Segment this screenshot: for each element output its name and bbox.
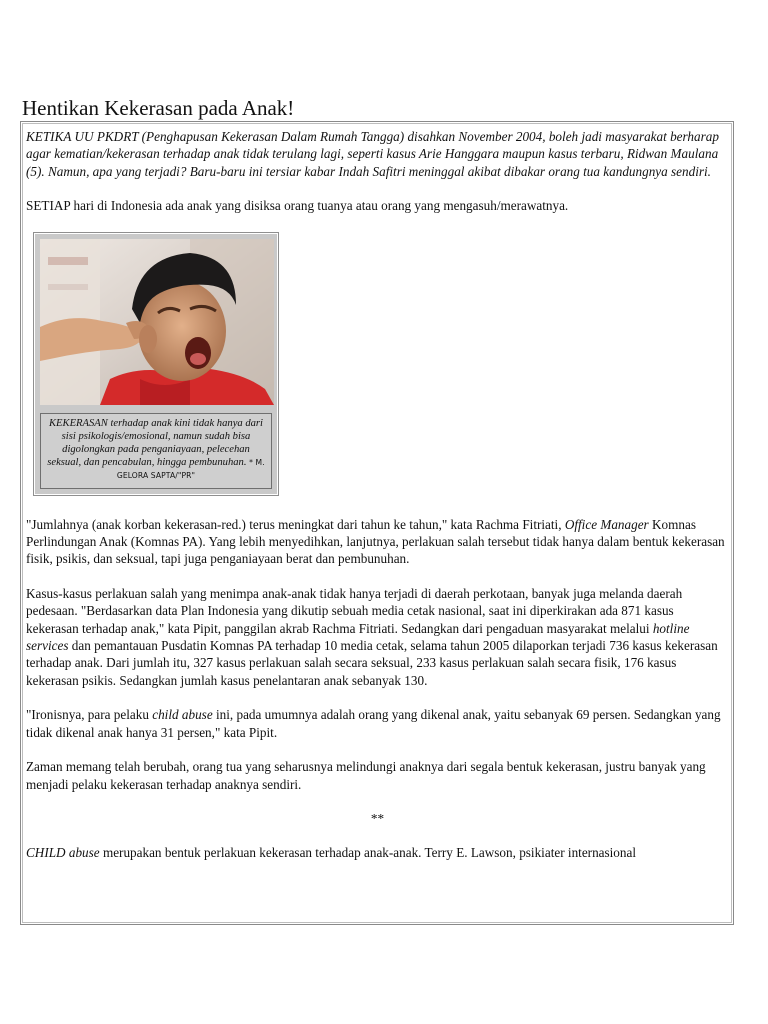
article-frame (20, 121, 734, 925)
article-paragraph-2 (26, 516, 729, 568)
paragraph-6-text-b: merupakan bentuk perlakuan kekerasan terhadap anak-anak. Terry E. Lawson, psikiater internasional (99, 845, 637, 861)
paragraph-3-text-a: Kasus-kasus perlakuan salah yang menimpa anak-anak tidak hanya terjadi di daerah perkotaan, banyak juga melanda daerah pedesaan. "Berdasarkan data Plan Indonesia yang dikutip sebuah media cetak nasional, saat ini diperkirakan ada 871 kasus kekerasan terhadap anak," kata Pipit, panggilan akrab Rachma Fitriati. Sedangkan dari pengaduan masyarakat melalui (26, 585, 683, 636)
child-abuse-italic: child abuse (152, 707, 213, 723)
photo-caption (40, 413, 272, 489)
section-separator: ** (370, 810, 385, 826)
crying-child-photo (40, 239, 274, 405)
photo-caption-text: KEKERASAN terhadap anak kini tidak hanya dari sisi psikologis/emosional, namun sudah bisa digolongkan pada penganiayaan, pelecehan seksual, dan pencabulan, hingga pembunuhan. (47, 417, 263, 469)
article-paragraph-6 (26, 844, 729, 861)
article-paragraph-5: Zaman memang telah berubah, orang tua yang seharusnya melindungi anaknya dari segala bentuk kekerasan, justru banyak yang menjadi pelaku kekerasan terhadap anaknya sendiri. (26, 759, 706, 792)
office-manager-italic: Office Manager (564, 516, 649, 532)
news-photo-frame (35, 234, 277, 494)
paragraph-4-text-a: "Ironisnya, para pelaku (26, 707, 153, 723)
news-photo-figure (33, 232, 279, 496)
article-paragraph-3 (26, 585, 729, 689)
article-title: Hentikan Kekerasan pada Anak! (22, 96, 295, 120)
article-paragraph-4 (26, 706, 729, 741)
paragraph-2-text-c: Komnas Perlindungan Anak (Komnas PA). Yang lebih menyedihkan, lanjutnya, perlakuan salah tersebut tidak hanya dalam bentuk kekerasan fisik, psikis, dan seksual, tapi juga penganiayaan berat dan pembunuhan. (26, 516, 725, 567)
paragraph-3-text-c: dan pemantauan Pusdatin Komnas PA terhadap 10 media cetak, selama tahun 2005 dilaporkan terjadi 736 kasus kekerasan terhadap anak. Dari jumlah itu, 327 kasus perlakuan salah secara seksual, 233 kasus perlakuan salah secara fisik, 176 kasus kekerasan psikis. Sedangkan jumlah kasus penelantaran anak sebanyak 130. (26, 638, 718, 688)
hotline-services-italic: hotline services (26, 620, 690, 654)
article-paragraph-1: SETIAP hari di Indonesia ada anak yang disiksa orang tuanya atau orang yang mengasuh/merawatnya. (26, 198, 569, 214)
child-abuse-lead-italic: CHILD abuse (26, 845, 100, 861)
paragraph-4-text-c: ini, pada umumnya adalah orang yang dikenal anak, yaitu sebanyak 69 persen. Sedangkan yang tidak dikenal anak hanya 31 persen," kata Pipit. (26, 707, 721, 740)
article-body (22, 123, 732, 923)
article-intro: KETIKA UU PKDRT (Penghapusan Kekerasan Dalam Rumah Tangga) disahkan November 2004, boleh jadi masyarakat berharap agar kematian/kekerasan terhadap anak tidak terulang lagi, seperti kasus Arie Hanggara maupun kasus terbaru, Ridwan Maulana (5). Namun, apa yang terjadi? Baru-baru ini tersiar kabar Indah Safitri meninggal akibat dibakar orang tua kandungnya sendiri. (26, 129, 719, 179)
photo-credit: * M. GELORA SAPTA/"PR" (116, 458, 265, 481)
paragraph-2-text-a: "Jumlahnya (anak korban kekerasan-red.) terus meningkat dari tahun ke tahun," kata Rachma Fitriati, (26, 516, 565, 532)
